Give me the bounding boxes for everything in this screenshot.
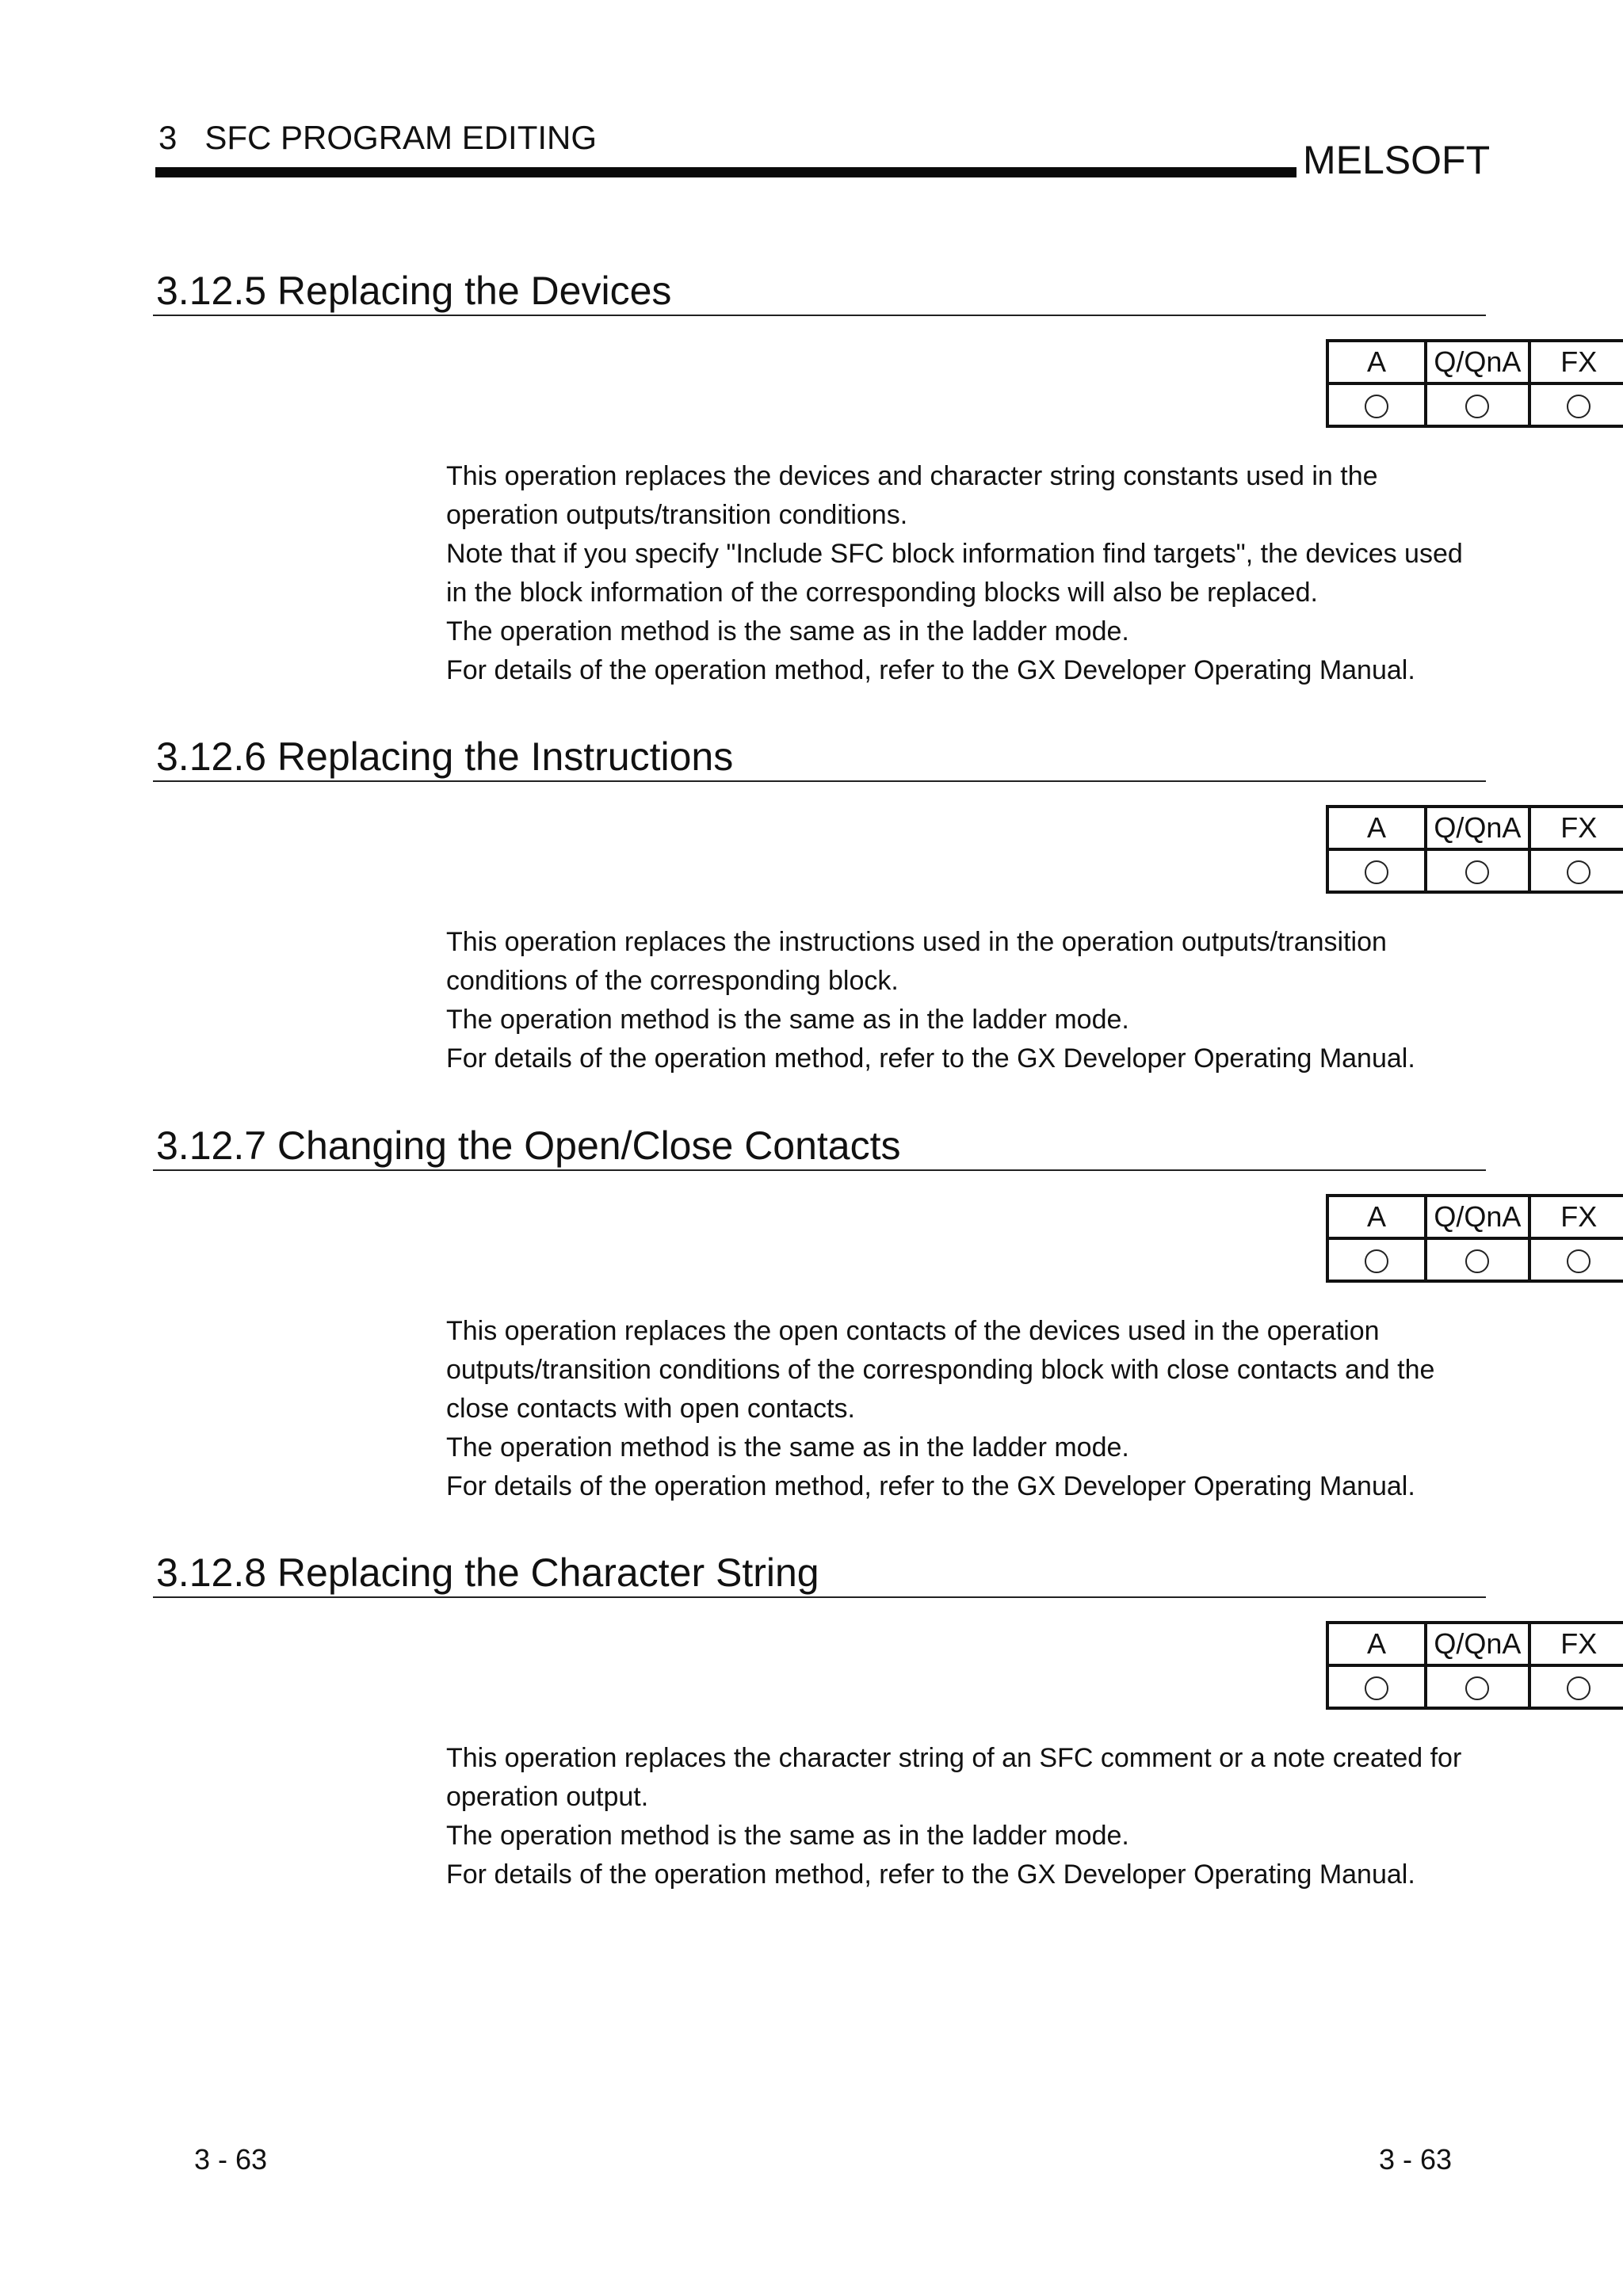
compat-header-a: A: [1327, 341, 1426, 383]
body-line: For details of the operation method, refer to the GX Developer Operating Manual.: [446, 1859, 1415, 1890]
body-line: This operation replaces the open contacts of the devices used in the operation: [446, 1316, 1380, 1346]
section-title: 3.12.5 Replacing the Devices: [156, 269, 672, 313]
section-rule: [153, 1169, 1486, 1171]
section-rule: [153, 315, 1486, 316]
body-line: close contacts with open contacts.: [446, 1394, 855, 1424]
body-line: outputs/transition conditions of the corresponding block with close contacts and the: [446, 1355, 1435, 1385]
body-line: in the block information of the corresponding blocks will also be replaced.: [446, 578, 1318, 608]
section-rule: [153, 1596, 1486, 1598]
body-line: The operation method is the same as in the ladder mode.: [446, 1005, 1129, 1035]
body-line: operation output.: [446, 1782, 649, 1812]
compat-cell-a: [1327, 1665, 1426, 1708]
compat-cell-fx: [1529, 383, 1623, 426]
body-line: The operation method is the same as in the ladder mode.: [446, 616, 1129, 646]
compat-header-qqna: Q/QnA: [1426, 807, 1529, 849]
body-line: Note that if you specify "Include SFC block information find targets", the devices used: [446, 539, 1463, 569]
section-title: 3.12.6 Replacing the Instructions: [156, 734, 734, 779]
compat-header-qqna: Q/QnA: [1426, 1623, 1529, 1665]
compatibility-table: [1326, 1621, 1623, 1710]
supported-circle-icon: [1567, 1676, 1591, 1700]
section-title: 3.12.8 Replacing the Character String: [156, 1550, 819, 1595]
compat-header-fx: FX: [1529, 341, 1623, 383]
compat-cell-a: [1327, 1238, 1426, 1281]
compatibility-table: [1326, 339, 1623, 428]
compat-header-qqna: Q/QnA: [1426, 1196, 1529, 1238]
compat-header-fx: FX: [1529, 1623, 1623, 1665]
compat-header-qqna: Q/QnA: [1426, 341, 1529, 383]
supported-circle-icon: [1567, 1249, 1591, 1273]
brand-logo-text: MELSOFT: [1303, 138, 1491, 182]
compat-cell-qqna: [1426, 1665, 1529, 1708]
compat-cell-qqna: [1426, 849, 1529, 892]
header-rule: [155, 167, 1296, 177]
page-number-right: 3 - 63: [1379, 2143, 1453, 2176]
compat-header-a: A: [1327, 1623, 1426, 1665]
body-line: This operation replaces the instructions used in the operation outputs/transition: [446, 927, 1387, 957]
compatibility-table: [1326, 1194, 1623, 1283]
body-line: This operation replaces the character string of an SFC comment or a note created for: [446, 1743, 1462, 1773]
compat-header-fx: FX: [1529, 807, 1623, 849]
body-line: conditions of the corresponding block.: [446, 966, 899, 996]
section-title: 3.12.7 Changing the Open/Close Contacts: [156, 1123, 901, 1168]
body-line: The operation method is the same as in the ladder mode.: [446, 1821, 1129, 1851]
section-body: [446, 1739, 1619, 1894]
chapter-heading: 3 SFC PROGRAM EDITING: [158, 119, 598, 156]
supported-circle-icon: [1365, 395, 1388, 418]
compatibility-table: [1326, 805, 1623, 894]
supported-circle-icon: [1365, 1676, 1388, 1700]
compat-cell-a: [1327, 383, 1426, 426]
section-rule: [153, 780, 1486, 782]
compat-header-fx: FX: [1529, 1196, 1623, 1238]
section-body: [446, 457, 1619, 690]
compat-header-a: A: [1327, 807, 1426, 849]
supported-circle-icon: [1465, 1676, 1489, 1700]
section-body: [446, 923, 1619, 1078]
supported-circle-icon: [1365, 860, 1388, 884]
body-line: operation outputs/transition conditions.: [446, 500, 908, 530]
page-number-left: 3 - 63: [194, 2143, 268, 2176]
compat-header-a: A: [1327, 1196, 1426, 1238]
supported-circle-icon: [1567, 395, 1591, 418]
supported-circle-icon: [1365, 1249, 1388, 1273]
body-line: This operation replaces the devices and character string constants used in the: [446, 461, 1378, 491]
compat-cell-qqna: [1426, 383, 1529, 426]
compat-cell-qqna: [1426, 1238, 1529, 1281]
supported-circle-icon: [1465, 1249, 1489, 1273]
compat-cell-fx: [1529, 849, 1623, 892]
supported-circle-icon: [1465, 395, 1489, 418]
compat-cell-a: [1327, 849, 1426, 892]
supported-circle-icon: [1567, 860, 1591, 884]
body-line: For details of the operation method, refer to the GX Developer Operating Manual.: [446, 655, 1415, 685]
section-body: [446, 1312, 1619, 1506]
body-line: For details of the operation method, refer to the GX Developer Operating Manual.: [446, 1471, 1415, 1501]
compat-cell-fx: [1529, 1238, 1623, 1281]
body-line: The operation method is the same as in the ladder mode.: [446, 1432, 1129, 1463]
body-line: For details of the operation method, refer to the GX Developer Operating Manual.: [446, 1043, 1415, 1074]
compat-cell-fx: [1529, 1665, 1623, 1708]
supported-circle-icon: [1465, 860, 1489, 884]
